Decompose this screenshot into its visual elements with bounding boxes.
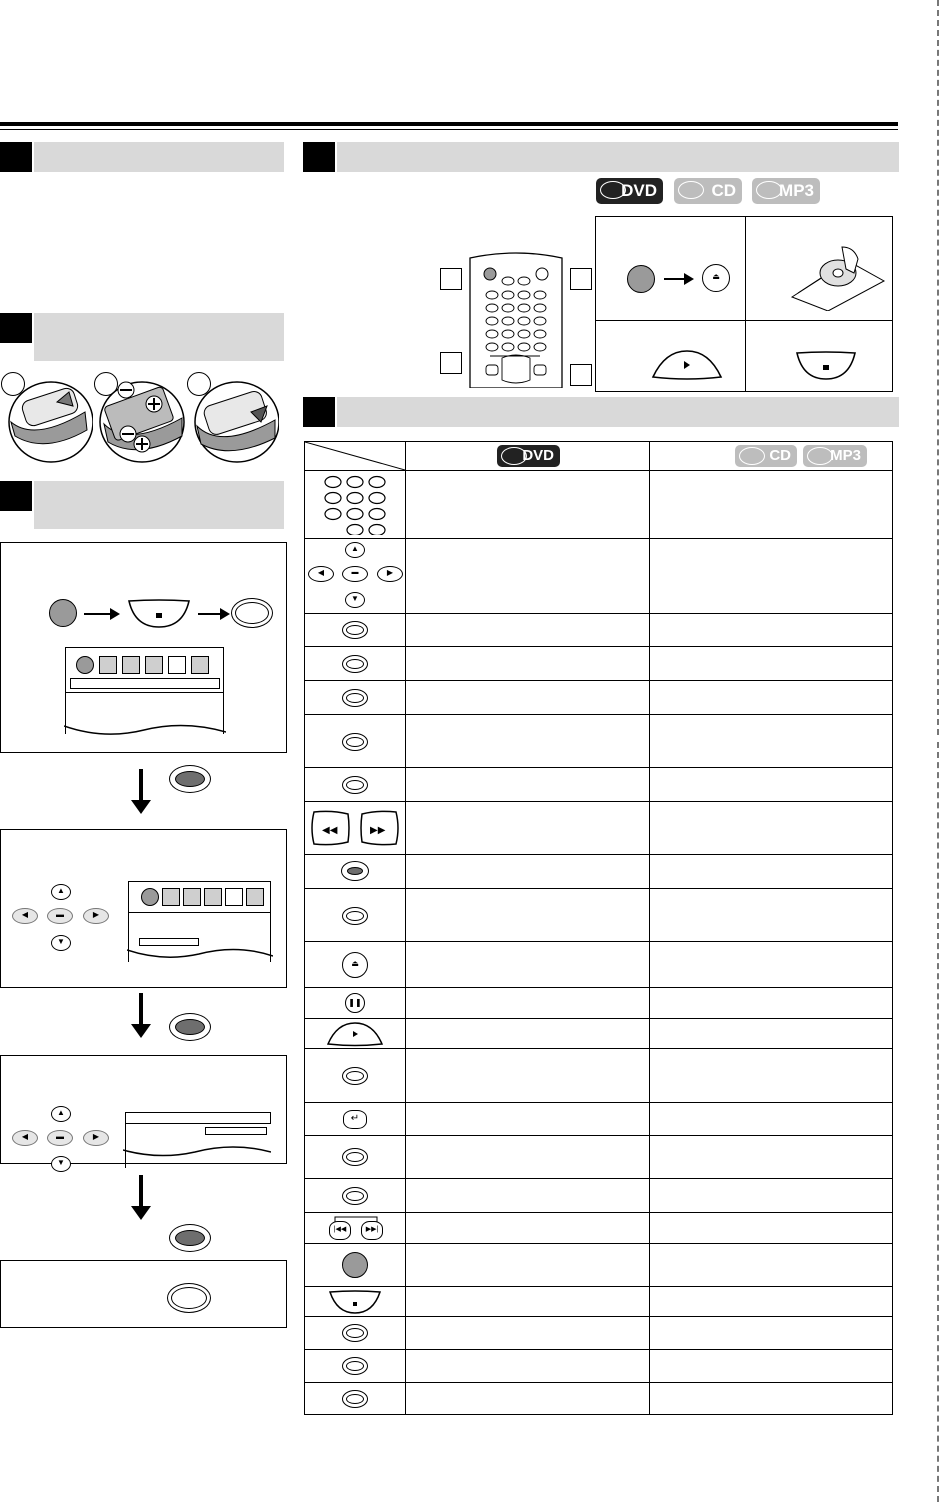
battery-step-1 — [5, 372, 93, 464]
table-row — [305, 1178, 892, 1212]
playback-steps-box — [595, 216, 893, 392]
oval-button[interactable] — [342, 1390, 368, 1408]
function-table — [304, 441, 893, 1415]
left-button[interactable]: ◀ — [12, 1130, 38, 1146]
enter-button[interactable] — [341, 861, 369, 881]
table-row — [305, 1382, 892, 1414]
up-button[interactable]: ▲ — [51, 1106, 71, 1122]
quick-icon[interactable] — [191, 656, 209, 674]
table-row — [305, 1048, 892, 1102]
search-icon[interactable] — [141, 888, 159, 906]
divider — [66, 692, 223, 693]
svg-text:◀◀: ◀◀ — [322, 825, 338, 836]
stop-button[interactable] — [125, 597, 193, 629]
skip-forward-button[interactable]: ▶▶| — [361, 1221, 383, 1240]
fast-reverse-button[interactable] — [308, 808, 352, 848]
table-row — [305, 1135, 892, 1178]
power-button[interactable] — [342, 1252, 368, 1278]
highlight-bar — [139, 938, 199, 946]
quick-icon[interactable] — [246, 888, 264, 906]
setup-step-box-2 — [0, 829, 287, 988]
enter-button[interactable] — [169, 1013, 211, 1041]
table-row — [305, 646, 892, 680]
oval-button[interactable] — [342, 689, 368, 707]
arrow-down — [139, 993, 143, 1030]
oval-button[interactable] — [342, 1187, 368, 1205]
audio-icon[interactable] — [183, 888, 201, 906]
table-row — [305, 1349, 892, 1382]
mp3-badge: MP3 — [803, 445, 867, 467]
battery-step-2 — [98, 372, 186, 464]
table-row — [305, 538, 892, 613]
table-row — [305, 767, 892, 801]
oval-button[interactable] — [342, 655, 368, 673]
left-button[interactable]: ◀ — [12, 908, 38, 924]
enter-button[interactable] — [169, 1224, 211, 1252]
table-row — [305, 470, 892, 538]
right-button[interactable]: ▶ — [83, 908, 109, 924]
arrow-down — [139, 1175, 143, 1212]
arrow-right — [198, 613, 228, 615]
mp3-badge: MP3 — [752, 178, 820, 204]
power-button[interactable] — [627, 265, 655, 293]
enter-button[interactable]: ▬ — [47, 1130, 73, 1146]
stop-button[interactable] — [327, 1289, 383, 1315]
right-button[interactable]: ▶ — [377, 566, 403, 582]
oval-button[interactable] — [342, 776, 368, 794]
section-header-2 — [0, 313, 284, 361]
enter-button[interactable]: ▬ — [47, 908, 73, 924]
arrow-down — [139, 769, 143, 806]
table-row — [305, 1286, 892, 1316]
enter-button[interactable] — [169, 765, 211, 793]
enter-button[interactable]: ▬ — [342, 566, 368, 582]
cd-badge: CD — [735, 445, 797, 467]
play-button[interactable] — [649, 349, 725, 381]
search-icon[interactable] — [76, 656, 94, 674]
menu-bar — [70, 678, 220, 689]
setup-button[interactable] — [49, 599, 77, 627]
svg-text:▶▶: ▶▶ — [370, 825, 386, 836]
highlight-bar — [205, 1127, 267, 1135]
skip-back-button[interactable]: |◀◀ — [329, 1221, 351, 1240]
table-row — [305, 1316, 892, 1349]
oval-button[interactable] — [342, 1067, 368, 1085]
section-header-3 — [0, 481, 284, 529]
lock-icon[interactable] — [204, 888, 222, 906]
setup-menu-screen-2 — [128, 881, 271, 962]
up-button[interactable]: ▲ — [51, 884, 71, 900]
table-row — [305, 714, 892, 767]
oval-button[interactable] — [231, 598, 273, 628]
setup-button[interactable] — [167, 1283, 211, 1313]
cut-line — [937, 742, 939, 1502]
play-button[interactable] — [325, 1021, 385, 1047]
down-button[interactable]: ▼ — [345, 592, 365, 608]
table-row — [305, 680, 892, 714]
callout-3 — [440, 352, 462, 374]
pause-button[interactable]: ❚❚ — [345, 993, 365, 1013]
setup-step-box-1 — [0, 542, 287, 753]
display-icon[interactable] — [162, 888, 180, 906]
dvd-badge: DVD — [497, 445, 560, 467]
table-row — [305, 941, 892, 987]
disc-insert-illustration — [788, 241, 888, 311]
oval-button[interactable] — [342, 621, 368, 639]
audio-icon[interactable] — [122, 656, 140, 674]
open-close-button[interactable]: ⏏ — [342, 952, 368, 978]
divider — [129, 912, 270, 913]
return-button[interactable]: ↵ — [343, 1110, 367, 1129]
top-rule — [0, 122, 898, 126]
table-row — [305, 1018, 892, 1048]
callout-2 — [570, 268, 592, 290]
menu-bar — [125, 1112, 271, 1124]
open-close-button[interactable]: ⏏ — [702, 264, 730, 292]
stop-button[interactable] — [793, 349, 859, 381]
arrow-right — [84, 613, 118, 615]
table-row — [305, 1102, 892, 1135]
table-row — [305, 801, 892, 854]
cd-badge: CD — [674, 178, 742, 204]
setup-step-box-4 — [0, 1260, 287, 1328]
callout-1 — [440, 268, 462, 290]
setup-step-box-3 — [0, 1055, 287, 1167]
others-icon[interactable] — [225, 888, 243, 906]
section-header-4 — [303, 142, 899, 172]
up-button[interactable]: ▲ — [345, 542, 365, 558]
left-button[interactable]: ◀ — [308, 566, 334, 582]
oval-button[interactable] — [342, 1324, 368, 1342]
down-button[interactable]: ▼ — [51, 935, 71, 951]
display-icon[interactable] — [99, 656, 117, 674]
oval-button[interactable] — [342, 1357, 368, 1375]
oval-button[interactable] — [342, 1148, 368, 1166]
section-header-5 — [303, 397, 899, 427]
divider — [596, 320, 892, 321]
table-row — [305, 987, 892, 1018]
dvd-badge: DVD — [596, 178, 663, 204]
table-row — [305, 854, 892, 888]
arrow-right — [664, 278, 692, 280]
fast-forward-button[interactable] — [358, 808, 402, 848]
table-row — [305, 888, 892, 941]
battery-step-3 — [191, 372, 279, 464]
table-row — [305, 1243, 892, 1286]
others-icon[interactable] — [168, 656, 186, 674]
section-header-1 — [0, 142, 284, 172]
remote-control-illustration — [440, 248, 592, 388]
cut-line — [937, 0, 939, 735]
down-button[interactable]: ▼ — [51, 1156, 71, 1172]
table-row — [305, 1212, 892, 1243]
divider — [745, 217, 746, 391]
oval-button[interactable] — [342, 733, 368, 751]
lock-icon[interactable] — [145, 656, 163, 674]
oval-button[interactable] — [342, 907, 368, 925]
table-row — [305, 613, 892, 646]
top-rule-thin — [0, 129, 898, 130]
callout-4 — [570, 364, 592, 386]
setup-menu-screen — [65, 647, 224, 734]
right-button[interactable]: ▶ — [83, 1130, 109, 1146]
